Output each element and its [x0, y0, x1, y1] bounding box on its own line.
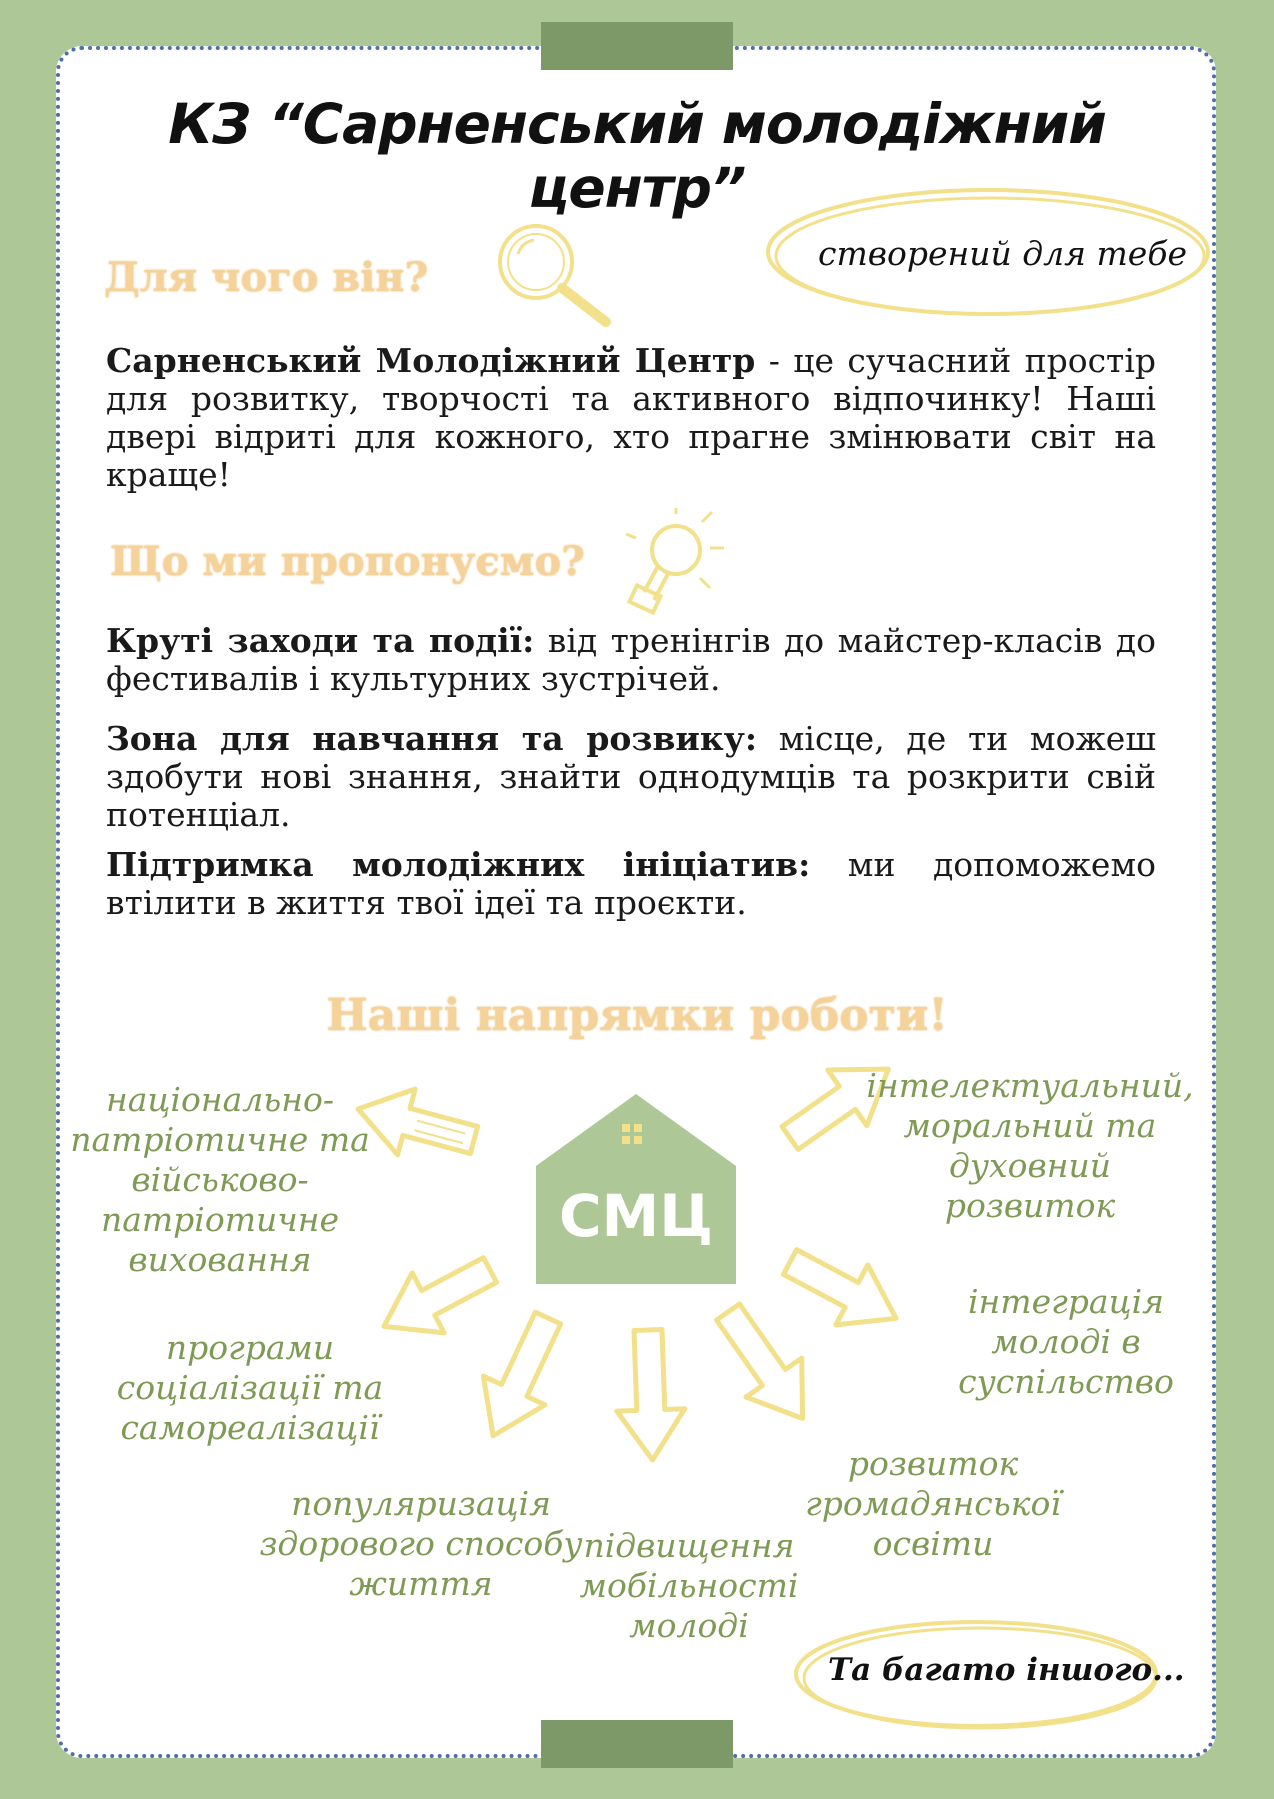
direction-socialization: програми соціалізації та самореалізації [116, 1328, 384, 1447]
about-text: - це сучасний простір для розвитку, творчості та активного відпочинку! Наші двері відриті для кожного, хто прагне змінювати світ на краще! [106, 341, 1156, 494]
direction-civic-education: розвиток громадянської освіти [805, 1444, 1061, 1563]
about-lead: Сарненський Молодіжний Центр [106, 341, 756, 380]
lightbulb-icon [606, 508, 736, 618]
offer-item-1-lead: Круті заходи та події: [106, 621, 535, 660]
offer-item-3-lead: Підтримка молодіжних ініціатив: [106, 845, 811, 884]
direction-mobility: підвищення мобільності молоді [579, 1526, 799, 1645]
magnifier-icon [488, 214, 618, 334]
direction-healthy-lifestyle: популяризація здорового способу життя [259, 1484, 583, 1603]
offer-item-3-text: ми допоможемо втілити в життя твої ідеї та проєкти. [106, 845, 1156, 922]
offer-item-2 [106, 720, 1156, 834]
page-title: КЗ “Сарненський молодіжний центр” [168, 92, 1106, 220]
direction-integration: інтеграція молоді в суспільство [958, 1282, 1174, 1401]
offer-item-1 [106, 622, 1156, 698]
house-logo-icon [536, 1088, 736, 1288]
direction-intellectual: інтелектуальний, моральний та духовний розвиток [866, 1066, 1194, 1225]
offer-heading: Що ми пропонуємо? [110, 538, 585, 585]
offer-item-2-lead: Зона для навчання та розвику: [106, 719, 758, 758]
direction-patriotic: національно- патріотичне та військово- патріотичне виховання [70, 1080, 370, 1279]
offer-item-1-text: від тренінгів до майстер-класів до фестивалів і культурних зустрічей. [106, 621, 1156, 698]
about-paragraph [106, 342, 1156, 494]
about-heading: Для чого він? [104, 254, 429, 301]
offer-item-2-text: місце, де ти можеш здобути нові знання, знайти однодумців та розкрити свій потенціал. [106, 719, 1157, 834]
tape-bottom [541, 1720, 733, 1768]
directions-heading: Наші напрямки роботи! [326, 990, 948, 1041]
footer-badge-text: Та багато іншого... [828, 1652, 1185, 1688]
logo-text: СМЦ [558, 1182, 714, 1250]
badge-text: створений для тебе [818, 234, 1187, 273]
tape-top [541, 22, 733, 70]
offer-item-3 [106, 846, 1156, 922]
